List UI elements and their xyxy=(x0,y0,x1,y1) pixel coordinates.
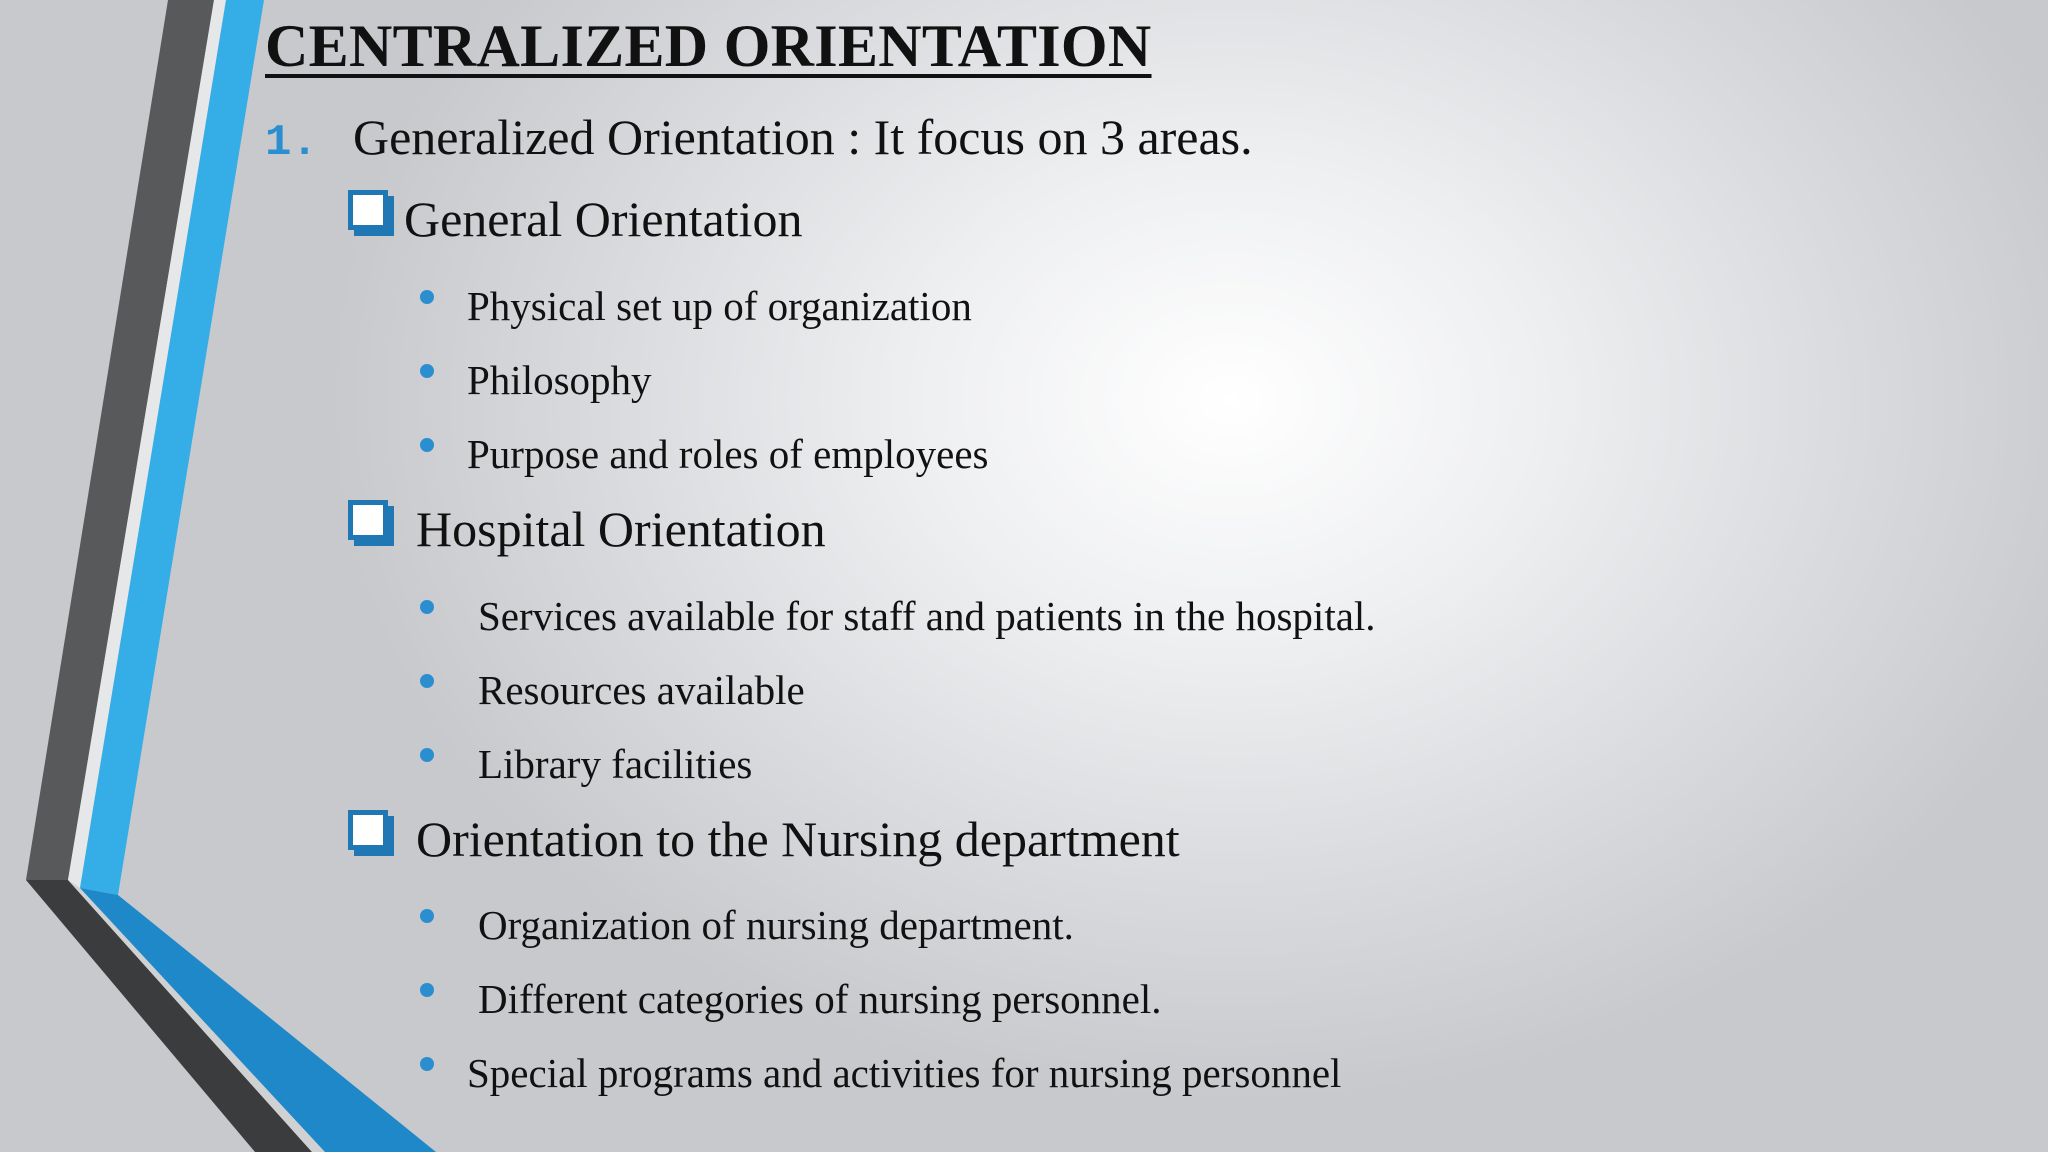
item-text: Generalized Orientation : It focus on 3 areas. xyxy=(353,109,1253,165)
list-item: Services available for staff and patients in the hospital. xyxy=(420,592,1376,640)
item-number: 1. xyxy=(265,118,318,168)
bullet-dot-icon xyxy=(420,364,434,378)
checkbox-bullet-icon xyxy=(348,810,388,850)
list-item: Different categories of nursing personnel. xyxy=(420,975,1162,1023)
list-item: Organization of nursing department. xyxy=(420,901,1074,949)
bullet-dot-icon xyxy=(420,438,434,452)
section-heading-text: General Orientation xyxy=(404,191,803,247)
section-heading-text: Orientation to the Nursing department xyxy=(416,811,1180,867)
list-item: Library facilities xyxy=(420,740,752,788)
bullet-dot-icon xyxy=(420,674,434,688)
list-item: Physical set up of organization xyxy=(420,282,972,330)
numbered-item xyxy=(265,108,1253,168)
bullet-dot-icon xyxy=(420,983,434,997)
checkbox-bullet-icon xyxy=(348,500,388,540)
light-stripe-lower xyxy=(68,880,325,1152)
slide-title: CENTRALIZED ORIENTATION xyxy=(265,13,1152,79)
section-heading-text: Hospital Orientation xyxy=(416,501,826,557)
bullet-dot-icon xyxy=(420,600,434,614)
section-heading-general xyxy=(348,190,802,248)
list-item: Philosophy xyxy=(420,356,652,404)
dark-stripe-lower xyxy=(26,880,312,1152)
list-item: Special programs and activities for nursing personnel xyxy=(420,1049,1341,1097)
bullet-dot-icon xyxy=(420,909,434,923)
section-heading-hospital xyxy=(348,500,826,558)
bullet-dot-icon xyxy=(420,290,434,304)
bullet-dot-icon xyxy=(420,1057,434,1071)
list-item: Purpose and roles of employees xyxy=(420,430,989,478)
section-heading-nursing xyxy=(348,810,1180,868)
bullet-dot-icon xyxy=(420,748,434,762)
checkbox-bullet-icon xyxy=(348,190,388,230)
list-item: Resources available xyxy=(420,666,805,714)
